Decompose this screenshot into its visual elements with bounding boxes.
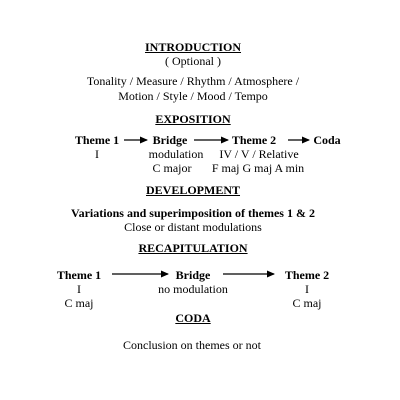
- recapitulation-theme-1-key: I: [77, 282, 81, 296]
- recapitulation-theme-2-example: C maj: [292, 296, 322, 310]
- exposition-theme-1: Theme 1: [74, 133, 120, 147]
- exposition-heading: EXPOSITION: [155, 112, 231, 126]
- development-line-1: Variations and superimposition of themes 1 & 2: [71, 206, 315, 220]
- exposition-coda: Coda: [313, 133, 341, 147]
- development-heading: DEVELOPMENT: [145, 183, 241, 197]
- exposition-theme-1-key: I: [95, 147, 99, 161]
- coda-line-1: Conclusion on themes or not: [123, 338, 261, 352]
- recapitulation-theme-2: Theme 2: [284, 268, 330, 282]
- recapitulation-heading: RECAPITULATION: [138, 241, 248, 255]
- exposition-bridge-key: C major: [152, 161, 192, 175]
- recapitulation-bridge: Bridge: [175, 268, 211, 282]
- coda-heading: CODA: [175, 311, 211, 325]
- introduction-line-1: Tonality / Measure / Rhythm / Atmosphere /: [86, 74, 300, 88]
- introduction-optional: ( Optional ): [165, 54, 221, 68]
- development-line-2: Close or distant modulations: [124, 220, 262, 234]
- exposition-theme-2-examples: F maj G maj A min: [211, 161, 305, 175]
- recapitulation-theme-2-key: I: [305, 282, 309, 296]
- recapitulation-bridge-desc: no modulation: [158, 282, 228, 296]
- exposition-bridge-desc: modulation: [148, 147, 204, 161]
- exposition-theme-2: Theme 2: [231, 133, 277, 147]
- exposition-theme-2-keys: IV / V / Relative: [219, 147, 299, 161]
- recapitulation-theme-1: Theme 1: [56, 268, 102, 282]
- recapitulation-theme-1-example: C maj: [64, 296, 94, 310]
- introduction-line-2: Motion / Style / Mood / Tempo: [118, 89, 268, 103]
- exposition-bridge: Bridge: [152, 133, 188, 147]
- introduction-heading: INTRODUCTION: [144, 40, 242, 54]
